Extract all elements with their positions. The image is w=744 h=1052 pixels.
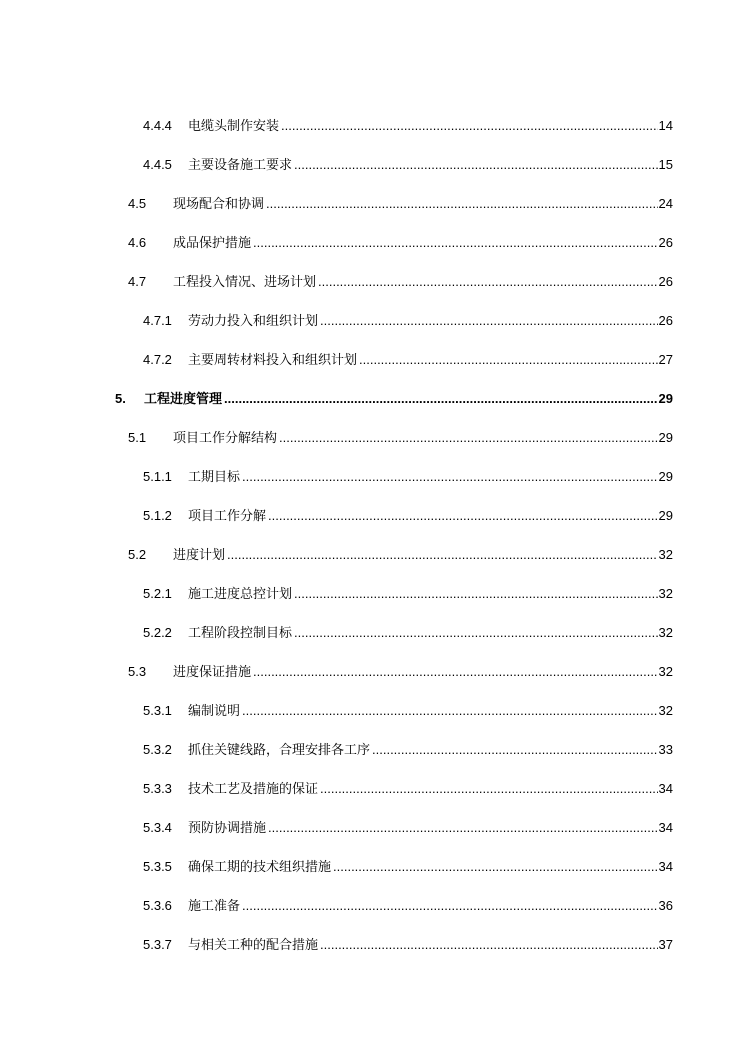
toc-leader-dots bbox=[253, 234, 658, 252]
toc-entry-5-2-1[interactable] bbox=[143, 585, 673, 603]
toc-leader-dots bbox=[253, 663, 658, 681]
toc-entry-page: 32 bbox=[658, 547, 673, 562]
toc-entry-5-1-1[interactable] bbox=[143, 468, 673, 486]
toc-entry-number: 5.2.2 bbox=[143, 625, 172, 640]
toc-entry-number: 5.3.4 bbox=[143, 820, 172, 835]
toc-entry-page: 34 bbox=[658, 859, 673, 874]
toc-entry-title: 抓住关键线路，合理安排各工序 bbox=[188, 742, 371, 757]
toc-entry-page: 32 bbox=[658, 664, 673, 679]
toc-entry-page: 36 bbox=[658, 898, 673, 913]
toc-entry-title: 预防协调措施 bbox=[188, 820, 267, 835]
toc-leader-dots bbox=[318, 273, 658, 291]
toc-entry-page: 27 bbox=[658, 352, 673, 367]
toc-entry-page: 26 bbox=[658, 235, 673, 250]
toc-entry-page: 32 bbox=[658, 703, 673, 718]
toc-entry-4-4-5[interactable] bbox=[143, 156, 673, 174]
toc-entry-number: 4.4.4 bbox=[143, 118, 172, 133]
toc-entry-5-3-5[interactable] bbox=[143, 858, 673, 876]
toc-entry-page: 14 bbox=[658, 118, 673, 133]
toc-entry-page: 29 bbox=[658, 508, 673, 523]
toc-entry-5-3-6[interactable] bbox=[143, 897, 673, 915]
toc-leader-dots bbox=[242, 468, 658, 486]
toc-entry-5-3-4[interactable] bbox=[143, 819, 673, 837]
toc-entry-title: 进度保证措施 bbox=[173, 664, 252, 679]
toc-entry-number: 5.3.7 bbox=[143, 937, 172, 952]
toc-entry-5-2-2[interactable] bbox=[143, 624, 673, 642]
toc-leader-dots bbox=[242, 897, 658, 915]
toc-entry-title: 工程投入情况、进场计划 bbox=[173, 274, 317, 289]
toc-entry-page: 24 bbox=[658, 196, 673, 211]
toc-entry-number: 5.3.6 bbox=[143, 898, 172, 913]
toc-entry-5-3[interactable] bbox=[128, 663, 673, 681]
toc-entry-title: 工期目标 bbox=[188, 469, 241, 484]
toc-leader-dots bbox=[227, 546, 658, 564]
toc-leader-dots bbox=[320, 780, 658, 798]
toc-leader-dots bbox=[268, 819, 658, 837]
toc-leader-dots bbox=[294, 624, 658, 642]
toc-entry-number: 4.5 bbox=[128, 196, 147, 211]
toc-entry-number: 4.7 bbox=[128, 274, 147, 289]
toc-entry-title: 主要设备施工要求 bbox=[188, 157, 293, 172]
toc-entry-number: 5.3.3 bbox=[143, 781, 172, 796]
toc-leader-dots bbox=[320, 312, 658, 330]
toc-leader-dots bbox=[266, 195, 658, 213]
toc-entry-4-7-2[interactable] bbox=[143, 351, 673, 369]
toc-entry-page: 29 bbox=[658, 469, 673, 484]
toc-entry-5-1-2[interactable] bbox=[143, 507, 673, 525]
toc-entry-page: 15 bbox=[658, 157, 673, 172]
toc-leader-dots bbox=[294, 585, 658, 603]
toc-entry-title: 进度计划 bbox=[173, 547, 226, 562]
toc-entry-5-3-1[interactable] bbox=[143, 702, 673, 720]
toc-leader-dots bbox=[224, 390, 658, 408]
toc-leader-dots bbox=[333, 858, 658, 876]
toc-leader-dots bbox=[281, 117, 658, 135]
toc-entry-5-3-2[interactable] bbox=[143, 741, 673, 759]
toc-entry-title: 工程阶段控制目标 bbox=[188, 625, 293, 640]
toc-entry-number: 5.2 bbox=[128, 547, 147, 562]
toc-entry-number: 5.3.2 bbox=[143, 742, 172, 757]
toc-leader-dots bbox=[372, 741, 658, 759]
toc-entry-number: 5.1.2 bbox=[143, 508, 172, 523]
toc-entry-title: 与相关工种的配合措施 bbox=[188, 937, 319, 952]
toc-entry-page: 34 bbox=[658, 781, 673, 796]
toc-entry-title: 编制说明 bbox=[188, 703, 241, 718]
toc-entry-title: 施工准备 bbox=[188, 898, 241, 913]
toc-entry-number: 5. bbox=[115, 391, 126, 406]
toc-entry-title: 确保工期的技术组织措施 bbox=[188, 859, 332, 874]
toc-entry-page: 34 bbox=[658, 820, 673, 835]
toc-entry-number: 4.7.1 bbox=[143, 313, 172, 328]
toc-entry-title: 施工进度总控计划 bbox=[188, 586, 293, 601]
toc-entry-5-1[interactable] bbox=[128, 429, 673, 447]
toc-entry-title: 电缆头制作安装 bbox=[188, 118, 280, 133]
toc-entry-page: 29 bbox=[658, 391, 673, 406]
toc-entry-4-4-4[interactable] bbox=[143, 117, 673, 135]
toc-entry-5-3-3[interactable] bbox=[143, 780, 673, 798]
toc-entry-number: 5.3 bbox=[128, 664, 147, 679]
toc-leader-dots bbox=[359, 351, 658, 369]
toc-entry-title: 劳动力投入和组织计划 bbox=[188, 313, 319, 328]
toc-entry-page: 32 bbox=[658, 586, 673, 601]
toc-entry-title: 成品保护措施 bbox=[173, 235, 252, 250]
toc-entry-5[interactable] bbox=[115, 390, 673, 408]
toc-leader-dots bbox=[279, 429, 658, 447]
toc-entry-number: 5.3.5 bbox=[143, 859, 172, 874]
toc-entry-5-2[interactable] bbox=[128, 546, 673, 564]
toc-leader-dots bbox=[320, 936, 658, 954]
toc-leader-dots bbox=[242, 702, 658, 720]
toc-entry-title: 项目工作分解结构 bbox=[173, 430, 278, 445]
toc-entry-page: 26 bbox=[658, 274, 673, 289]
toc-entry-4-6[interactable] bbox=[128, 234, 673, 252]
toc-entry-title: 项目工作分解 bbox=[188, 508, 267, 523]
toc-entry-number: 5.2.1 bbox=[143, 586, 172, 601]
toc-entry-4-7[interactable] bbox=[128, 273, 673, 291]
toc-entry-page: 37 bbox=[658, 937, 673, 952]
toc-entry-number: 5.1.1 bbox=[143, 469, 172, 484]
toc-entry-page: 29 bbox=[658, 430, 673, 445]
toc-entry-page: 33 bbox=[658, 742, 673, 757]
toc-entry-number: 5.1 bbox=[128, 430, 147, 445]
toc-entry-title: 现场配合和协调 bbox=[173, 196, 265, 211]
toc-entry-title: 工程进度管理 bbox=[144, 391, 223, 406]
toc-entry-number: 4.6 bbox=[128, 235, 147, 250]
toc-entry-number: 5.3.1 bbox=[143, 703, 172, 718]
toc-entry-title: 技术工艺及措施的保证 bbox=[188, 781, 319, 796]
toc-entry-title: 主要周转材料投入和组织计划 bbox=[188, 352, 358, 367]
toc-leader-dots bbox=[268, 507, 658, 525]
toc-leader-dots bbox=[294, 156, 658, 174]
toc-entry-page: 32 bbox=[658, 625, 673, 640]
toc-entry-page: 26 bbox=[658, 313, 673, 328]
toc-entry-4-7-1[interactable] bbox=[143, 312, 673, 330]
toc-entry-number: 4.7.2 bbox=[143, 352, 172, 367]
toc-entry-4-5[interactable] bbox=[128, 195, 673, 213]
toc-entry-5-3-7[interactable] bbox=[143, 936, 673, 954]
toc-entry-number: 4.4.5 bbox=[143, 157, 172, 172]
